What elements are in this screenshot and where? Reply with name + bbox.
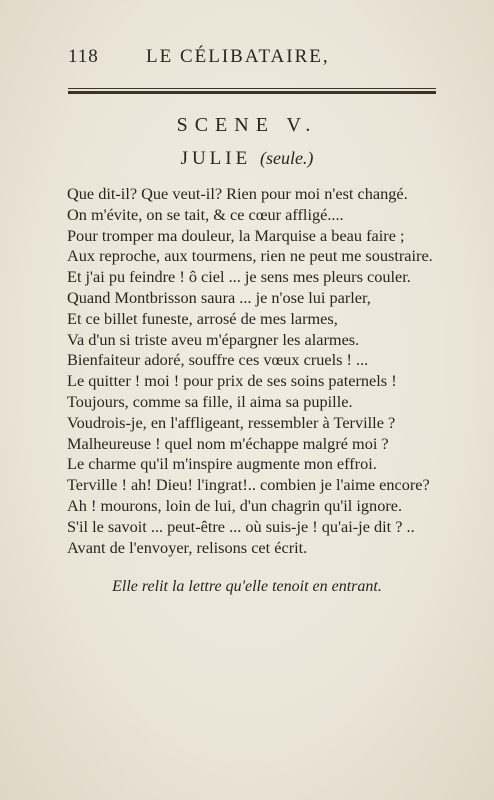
verse-line: Ah ! mourons, loin de lui, d'un chagrin qu'il ignore. — [67, 495, 403, 515]
running-title: LE CÉLIBATAIRE, — [146, 46, 330, 67]
page-number: 118 — [68, 46, 99, 67]
header-rule — [68, 88, 436, 94]
verse-line: Le quitter ! moi ! pour prix de ses soins paternels ! — [67, 371, 397, 391]
verse-line: Pour tromper ma douleur, la Marquise a beau faire ; — [67, 225, 405, 245]
verse-line: Quand Montbrisson saura ... je n'ose lui parler, — [67, 287, 371, 307]
speaker-note: (seule.) — [259, 148, 314, 168]
speaker-name: JULIE — [180, 148, 252, 169]
verse-line: Le charme qu'il m'inspire augmente mon effroi. — [67, 454, 377, 474]
verse-line: Et j'ai pu feindre ! ô ciel ... je sens mes pleurs couler. — [67, 267, 411, 287]
verse-line: Avant de l'envoyer, relisons cet écrit. — [67, 537, 308, 557]
verse-line: Terville ! ah! Dieu! l'ingrat!.. combien je l'aime encore? — [67, 475, 430, 495]
verse-line: Que dit-il? Que veut-il? Rien pour moi n'est changé. — [67, 184, 408, 203]
verse-line: Aux reproche, aux tourmens, rien ne peut me soustraire. — [67, 246, 433, 266]
verse-line: Malheureuse ! quel nom m'échappe malgré moi ? — [67, 433, 389, 453]
verse-line: On m'évite, on se tait, & ce cœur affligé.... — [67, 204, 344, 224]
scene-title: SCENE V. — [176, 114, 318, 136]
verse-line: S'il le savoit ... peut-être ... où suis-je ! qu'ai-je dit ? .. — [67, 516, 415, 536]
verse-line: Et ce billet funeste, arrosé de mes larmes, — [67, 308, 338, 328]
stage-direction: Elle relit la lettre qu'elle tenoit en entrant. — [112, 578, 382, 595]
verse-line: Va d'un si triste aveu m'épargner les alarmes. — [67, 329, 360, 349]
verse-line: Bienfaiteur adoré, souffre ces vœux cruels ! ... — [67, 350, 369, 370]
speaker-line — [0, 148, 494, 170]
verse-block — [67, 184, 439, 558]
verse-line: Voudrois-je, en l'affligeant, ressembler à Terville ? — [67, 412, 396, 432]
verse-line: Toujours, comme sa fille, il aima sa pupille. — [67, 391, 353, 411]
page-header — [68, 46, 438, 70]
